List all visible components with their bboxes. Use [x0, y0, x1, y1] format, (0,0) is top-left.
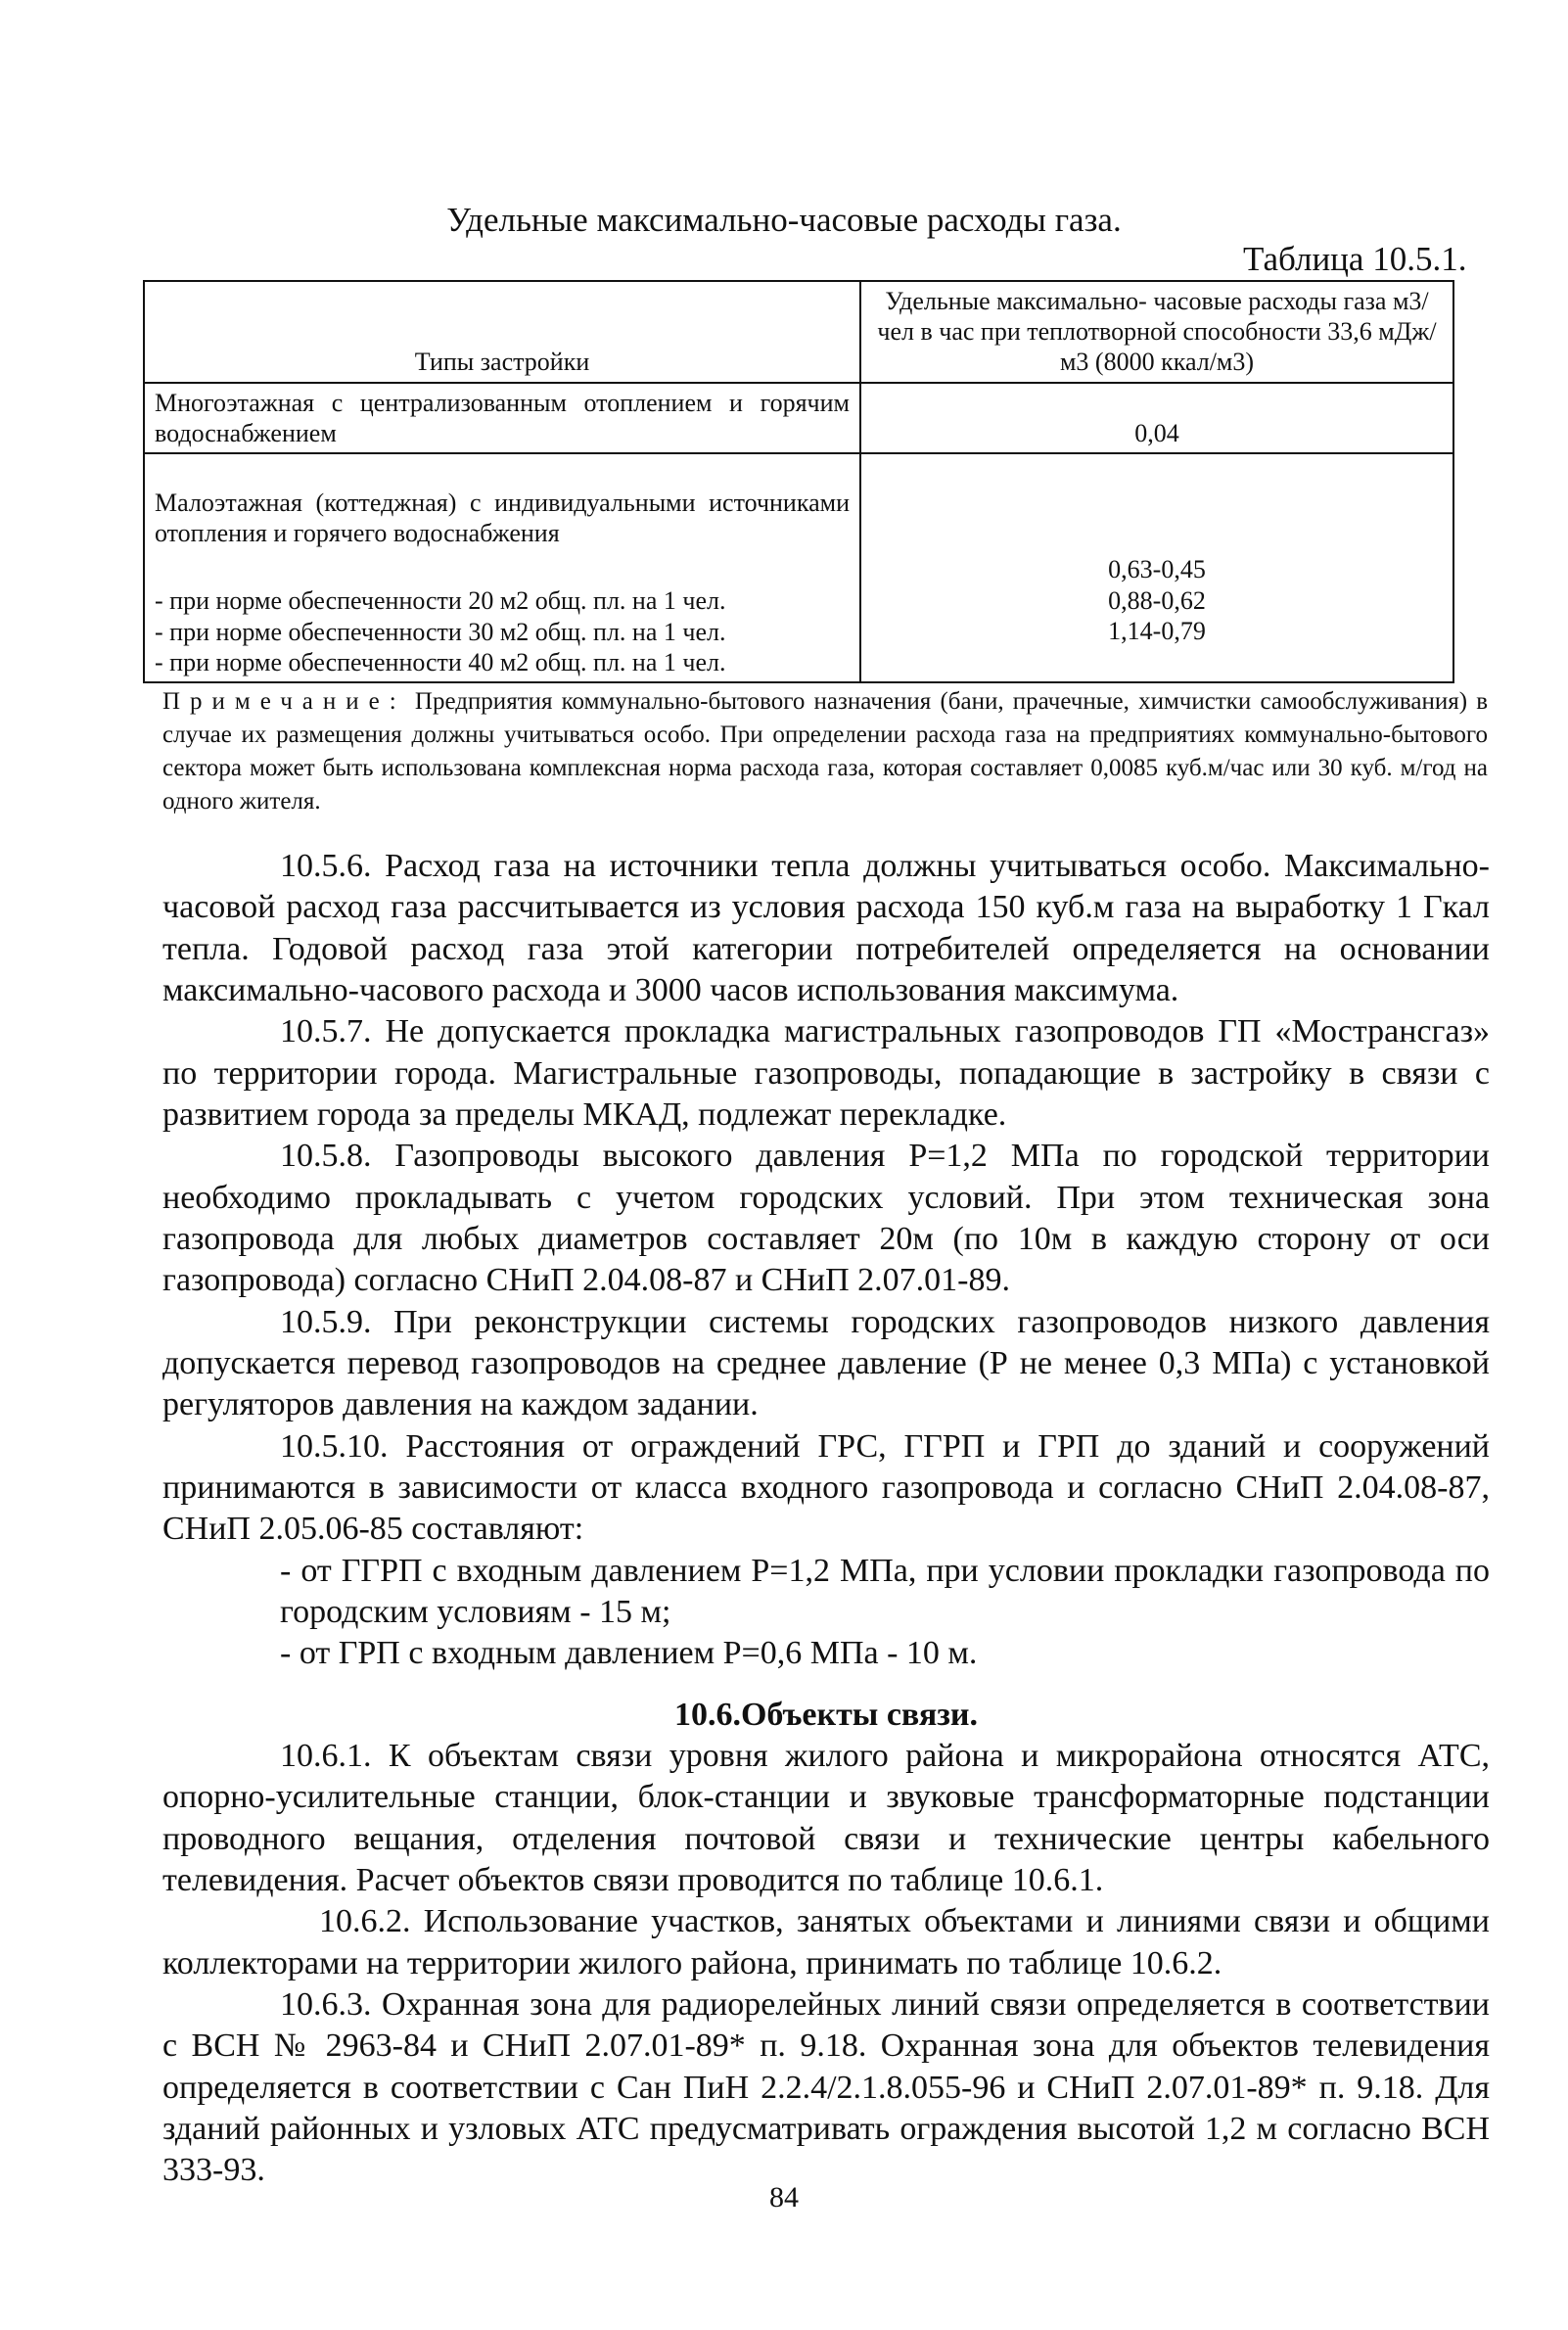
row-lowrise-values: [860, 453, 1453, 682]
body-text: [162, 846, 1490, 2192]
paragraph-10-6-1: 10.6.1. К объектам связи уровня жилого района и микрорайона относятся АТС, опорно-усилительные станции, блок-станции и звуковые трансформаторные подстанции проводного вещания, отделения почтовой связи и технические центры кабельного телевидения. Расчет объектов связи проводится по таблице 10.6.1.: [162, 1737, 1490, 1898]
sub-value-30: 0,88-0,62: [1108, 585, 1206, 615]
row-multistory-type: Многоэтажная с централизованным отоплением и горячим водоснабжением: [144, 383, 860, 453]
paragraph-10-6-2: 10.6.2. Использование участков, занятых объектами и линиями связи и общими коллекторами на территории жилого района, принимать по таблице 10.6.2.: [162, 1903, 1490, 1981]
gas-consumption-table: [143, 280, 1454, 683]
sub-row-20: - при норме обеспеченности 20 м2 общ. пл. на 1 чел.: [155, 586, 726, 616]
section-title: 10.6.Объекты связи.: [673, 1696, 978, 1733]
paragraph-10-5-9: 10.5.9. При реконструкции системы городских газопроводов низкого давления допускается перевод газопроводов на среднее давление (Р не менее 0,3 МПа) с установкой регуляторов давления на каждом задании.: [162, 1303, 1490, 1423]
table-number-label: Таблица 10.5.1.: [1243, 240, 1467, 278]
row-multistory-value: 0,04: [860, 383, 1453, 453]
sub-row-40: - при норме обеспеченности 40 м2 общ. пл. на 1 чел.: [155, 647, 726, 676]
paragraph-10-5-6: 10.5.6. Расход газа на источники тепла должны учитываться особо. Максимально- часовой расход газа рассчитывается из условия расхода 150 куб.м газа на выработку 1 Гкал тепла. Годовой расход газа этой категории потребителей определяется на основании максимально-часового расхода и 3000 часов использования максимума.: [162, 848, 1490, 1008]
table-note: [162, 685, 1488, 818]
paragraph-10-6-3: 10.6.3. Охранная зона для радиорелейных линий связи определяется в соответствии с ВСН № 2963-84 и СНиП 2.07.01-89* п. 9.18. Охранная зона для объектов телевидения определяется в соответствии с Сан ПиН 2.2.4/2.1.8.055-96 и СНиП 2.07.01-89* п. 9.18. Для зданий районных и узловых АТС предусматривать ограждения высотой 1,2 м согласно ВСН 333-93.: [162, 1985, 1490, 2189]
table-row: [144, 383, 1453, 453]
row-lowrise-cell: [144, 453, 860, 682]
list-item: - от ГРП с входным давлением Р=0,6 МПа - 10 м.: [280, 1635, 978, 1672]
paragraph-10-5-8: 10.5.8. Газопроводы высокого давления Р=1,2 МПа по городской территории необходимо прокладывать с учетом городских условий. При этом техническая зона газопровода для любых диаметров составляет 20м (по 10м в каждую сторону от оси газопровода) согласно СНиП 2.04.08-87 и СНиП 2.07.01-89.: [162, 1138, 1490, 1299]
table-header-row: [144, 281, 1453, 383]
paragraph-10-5-10: 10.5.10. Расстояния от ограждений ГРС, ГГРП и ГРП до зданий и сооружений принимаются в зависимости от класса входного газопровода и согласно СНиП 2.04.08-87, СНиП 2.05.06-85 составляют:: [162, 1427, 1490, 1548]
page-number: 84: [769, 2181, 799, 2214]
sub-value-40: 1,14-0,79: [1108, 616, 1206, 645]
header-building-type: Типы застройки: [144, 281, 860, 383]
paragraph-10-5-7: 10.5.7. Не допускается прокладка магистральных газопроводов ГП «Мострансгаз» по территории города. Магистральные газопроводы, попадающие в застройку в связи с развитием города за пределы МКАД, подлежат перекладке.: [162, 1013, 1490, 1133]
sub-value-20: 0,63-0,45: [1108, 555, 1206, 584]
table-row: [144, 453, 1453, 682]
header-gas-rate: Удельные максимально- часовые расходы газа м3/чел в час при теплотворной способности 33,6 мДж/м3 (8000 ккал/м3): [860, 281, 1453, 383]
note-text: Предприятия коммунально-бытового назначения (бани, прачечные, химчистки самообслуживания) в случае их размещения должны учитываться особо. При определении расхода газа на предприятиях коммунально-бытового сектора может быть использована комплексная норма расхода газа, которая составляет 0,0085 куб.м/час или 30 куб. м/год на одного жителя.: [162, 688, 1489, 815]
table-caption: Удельные максимально-часовые расходы газа.: [446, 201, 1122, 239]
row-lowrise-type: Малоэтажная (коттеджная) с индивидуальными источниками отопления и горячего водоснабжения: [155, 488, 850, 548]
sub-row-30: - при норме обеспеченности 30 м2 общ. пл. на 1 чел.: [155, 617, 726, 646]
note-label: Примечание:: [162, 688, 406, 715]
list-item: - от ГГРП с входным давлением Р=1,2 МПа, при условии прокладки газопровода по городским условиям - 15 м;: [280, 1552, 1490, 1630]
